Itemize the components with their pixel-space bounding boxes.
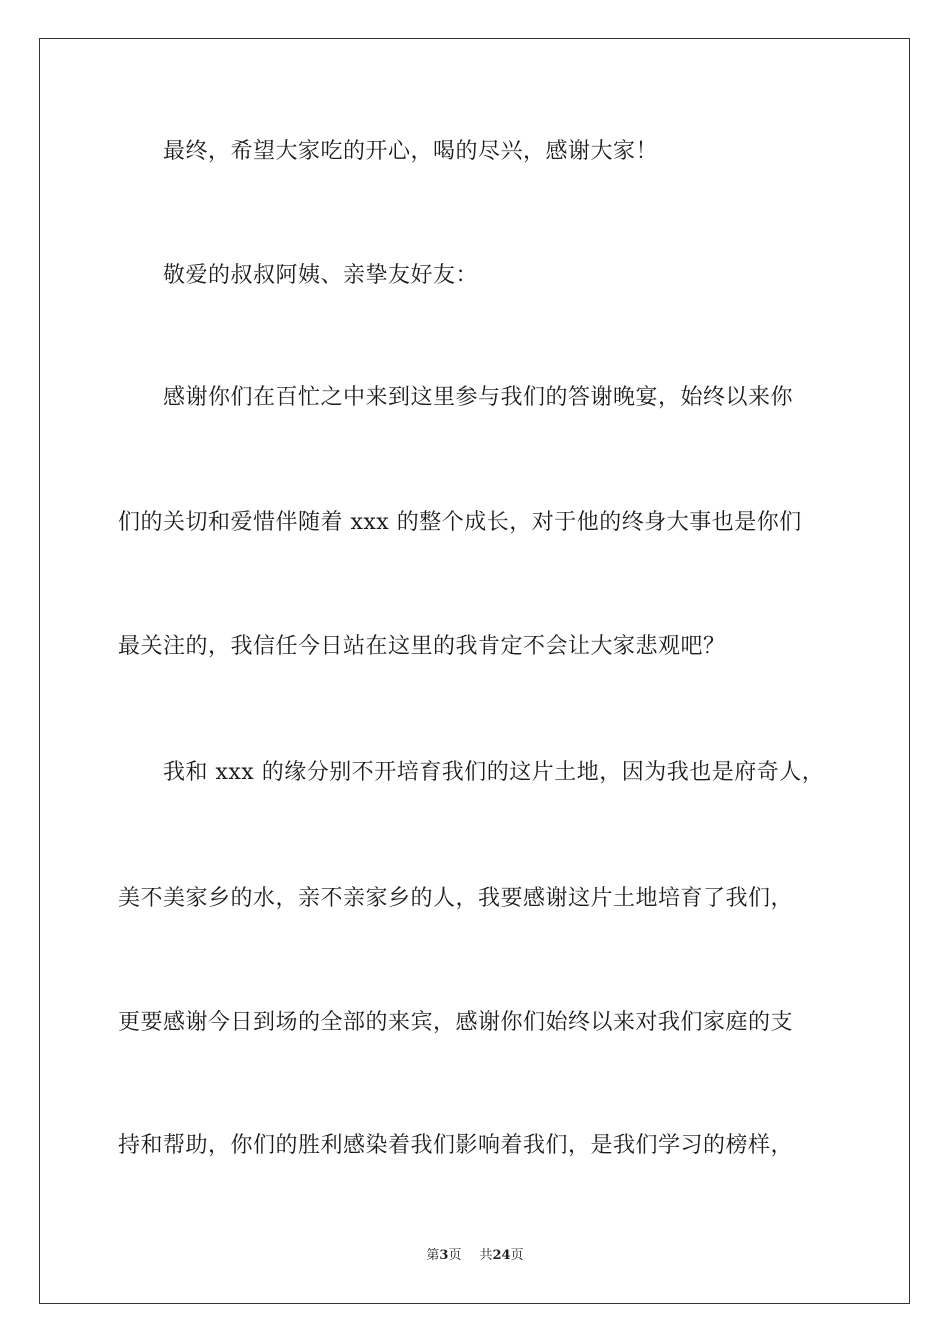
total-prefix: 共 <box>479 1248 493 1263</box>
page-number: 3 <box>439 1248 449 1263</box>
total-pages: 24 <box>492 1248 511 1263</box>
paragraph-line-9: 持和帮助，你们的胜利感染着我们影响着我们，是我们学习的榜样， <box>118 1133 794 1158</box>
page-footer <box>0 1247 950 1265</box>
paragraph-line-3: 感谢你们在百忙之中来到这里参与我们的答谢晚宴，始终以来你 <box>163 385 794 410</box>
paragraph-line-6: 我和 xxx 的缘分别不开培育我们的这片土地，因为我也是府奇人， <box>163 760 825 785</box>
paragraph-line-8: 更要感谢今日到场的全部的来宾，感谢你们始终以来对我们家庭的支 <box>118 1010 794 1035</box>
page-border <box>39 38 910 1304</box>
page-suffix: 页 <box>448 1248 462 1263</box>
paragraph-line-1: 最终，希望大家吃的开心，喝的尽兴，感谢大家！ <box>163 139 659 164</box>
total-suffix: 页 <box>510 1248 524 1263</box>
paragraph-line-4: 们的关切和爱惜伴随着 xxx 的整个成长，对于他的终身大事也是你们 <box>118 510 802 535</box>
paragraph-line-5: 最关注的，我信任今日站在这里的我肯定不会让大家悲观吧？ <box>118 634 726 659</box>
paragraph-line-7: 美不美家乡的水，亲不亲家乡的人，我要感谢这片土地培育了我们， <box>118 886 794 911</box>
paragraph-line-2: 敬爱的叔叔阿姨、亲挚友好友： <box>163 263 479 288</box>
page-prefix: 第 <box>426 1248 440 1263</box>
